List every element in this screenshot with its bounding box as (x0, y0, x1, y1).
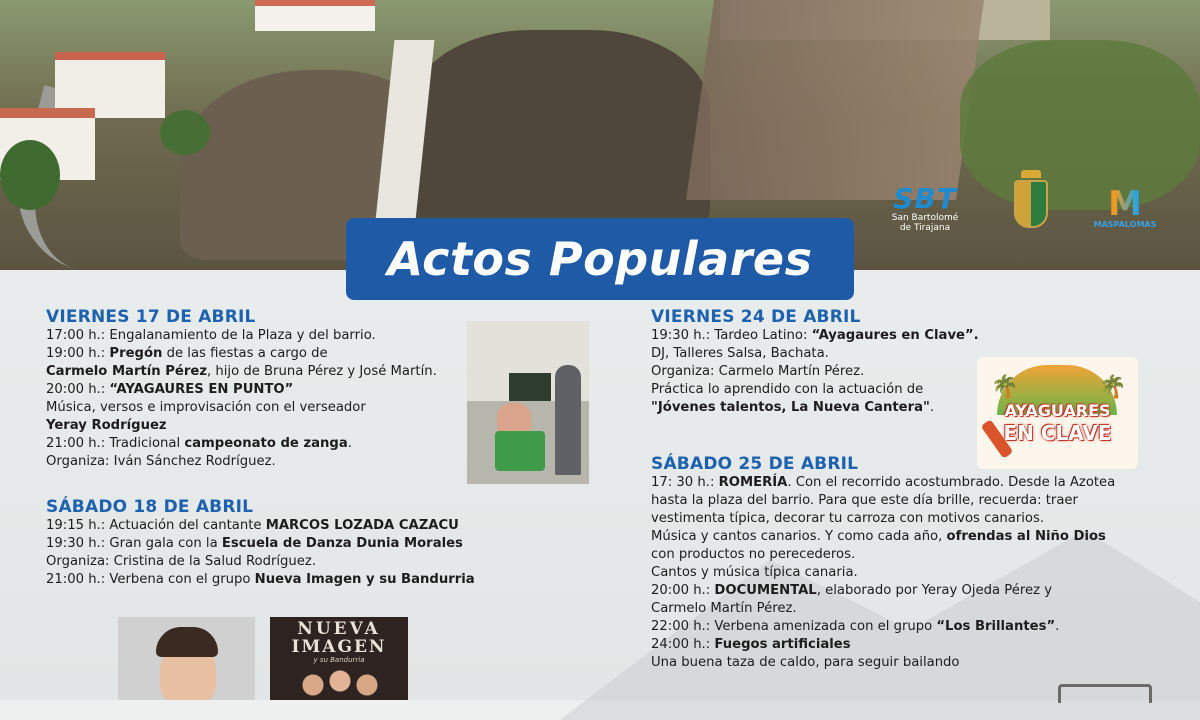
program-line: hasta la plaza del barrio. Para que este día brille, recuerda: traer (651, 493, 1078, 508)
band-name-line3: y su Bandurria (313, 656, 365, 664)
page-title: Actos Populares (387, 232, 813, 286)
day-sabado-25 (651, 454, 1115, 672)
program-line: Organiza: Carmelo Martín Pérez. (651, 364, 865, 379)
day-viernes-24 (651, 307, 979, 417)
program-line (46, 571, 475, 589)
text: Música y cantos canarios. Y como cada año, (651, 529, 947, 544)
day-heading: VIERNES 17 DE ABRIL (46, 307, 256, 327)
program-line (651, 327, 979, 345)
program-line: DJ, Talleres Salsa, Bachata. (651, 346, 829, 361)
clave-logo-line1: AYAGUARES (1004, 401, 1111, 420)
singer-photo (118, 617, 255, 700)
day-heading: VIERNES 24 DE ABRIL (651, 307, 861, 327)
highlight: Fuegos artificiales (714, 637, 851, 652)
time: 19:30 h.: (651, 328, 711, 343)
text: Actuación del cantante (105, 518, 266, 533)
highlight: MARCOS LOZADA CAZACU (265, 518, 459, 533)
text: . Con el recorrido acostumbrado. Desde la Azotea (787, 475, 1116, 490)
highlight: Escuela de Danza Dunia Morales (221, 536, 463, 551)
program-line: Organiza: Cristina de la Salud Rodríguez. (46, 554, 317, 569)
text: de las fiestas a cargo de (162, 346, 328, 361)
text: Gran gala con la (105, 536, 222, 551)
time: 19:15 h.: (46, 518, 106, 533)
program-line: Carmelo Martín Pérez. (651, 601, 797, 616)
title-banner (346, 218, 854, 300)
sbt-logo-sub1: San Bartolomé (891, 213, 959, 223)
text: , elaborado por Yeray Ojeda Pérez y (816, 583, 1053, 598)
highlight: Carmelo Martín Pérez (46, 364, 207, 379)
program-line (46, 535, 475, 553)
program-line: Una buena taza de caldo, para seguir bailando (651, 655, 960, 670)
program-line: Cantos y música típica canaria. (651, 565, 858, 580)
time: 17:00 h.: (46, 328, 106, 343)
band-name-line1: NUEVA (297, 619, 381, 639)
vegetation (960, 40, 1200, 210)
program-line (651, 528, 1115, 546)
tree (160, 110, 210, 155)
time: 17: 30 h.: (651, 475, 715, 490)
cliff-center (410, 30, 710, 230)
program-line (46, 517, 475, 535)
time: 21:00 h.: (46, 572, 106, 587)
crown-icon (1021, 170, 1041, 178)
day-viernes-17 (46, 307, 437, 471)
shield-icon (1014, 180, 1048, 228)
highlight: “Ayagaures en Clave”. (811, 328, 979, 343)
person (555, 365, 581, 475)
photo-frame (1058, 684, 1152, 703)
program-line (46, 327, 437, 345)
time: 20:00 h.: (46, 382, 106, 397)
text: , hijo de Bruna Pérez y José Martín. (207, 364, 437, 379)
coat-of-arms-icon (1014, 170, 1048, 232)
chair (495, 431, 545, 471)
text: Tardeo Latino: (710, 328, 812, 343)
highlight: “AYAGAURES EN PUNTO” (109, 382, 294, 397)
text: Engalanamiento de la Plaza y del barrio. (105, 328, 376, 343)
clave-logo-line2: EN CLAVE (1003, 421, 1112, 445)
program-line: 21:00 h.: Tradicional campeonato de zanga. (46, 436, 352, 451)
blackboard (509, 373, 551, 401)
time: 21:00 h.: (46, 436, 106, 451)
program-line (46, 417, 437, 435)
day-heading: SÁBADO 18 DE ABRIL (46, 497, 254, 517)
highlight: Yeray Rodríguez (46, 418, 167, 433)
dam-wall (686, 0, 984, 200)
sbt-logo (885, 182, 965, 233)
text: Tradicional (105, 436, 185, 451)
time: 20:00 h.: (651, 583, 711, 598)
highlight: ofrendas al Niño Dios (946, 529, 1106, 544)
program-line: vestimenta típica, decorar tu carroza con motivos canarios. (651, 511, 1045, 526)
meeting-photo (467, 321, 589, 484)
maspalomas-logo-mark: M (1092, 188, 1158, 220)
maspalomas-logo-sub: MASPALOMAS (1093, 220, 1157, 229)
program-line (651, 636, 1115, 654)
program-line (651, 474, 1115, 492)
program-line: 22:00 h.: Verbena amenizada con el grupo “Los Brillantes”. (651, 619, 1060, 634)
time: 19:00 h.: (46, 346, 106, 361)
program-line: "Jóvenes talentos, La Nueva Cantera". (651, 400, 935, 415)
program-line (46, 363, 437, 381)
time: 22:00 h.: (651, 619, 711, 634)
day-sabado-18 (46, 497, 475, 589)
program-line (651, 582, 1115, 600)
band-members (295, 669, 385, 700)
program-line: Música, versos e improvisación con el verseador (46, 400, 366, 415)
sbt-logo-sub2: de Tirajana (899, 223, 951, 233)
text: Verbena amenizada con el grupo (710, 619, 937, 634)
highlight: DOCUMENTAL (714, 583, 817, 598)
palm-icon: 🌴 (1099, 375, 1127, 400)
day-heading: SÁBADO 25 DE ABRIL (651, 454, 859, 474)
program-line (46, 381, 437, 399)
program-line: Práctica lo aprendido con la actuación de (651, 382, 924, 397)
program-line: con productos no perecederos. (651, 547, 856, 562)
time: 19:30 h.: (46, 536, 106, 551)
highlight: Nueva Imagen y su Bandurria (254, 572, 475, 587)
highlight: “Los Brillantes” (936, 619, 1056, 634)
hair (156, 627, 218, 657)
highlight: ROMERÍA (718, 475, 788, 490)
sbt-logo-mark: SBT (893, 182, 957, 215)
highlight: "Jóvenes talentos, La Nueva Cantera" (651, 400, 930, 415)
ayagaures-en-clave-logo (977, 357, 1138, 469)
maspalomas-logo (1092, 184, 1158, 229)
band-name-line2: IMAGEN (291, 637, 387, 657)
program-line (46, 345, 437, 363)
tree (0, 140, 60, 210)
time: 24:00 h.: (651, 637, 711, 652)
house (255, 0, 375, 31)
highlight: Pregón (109, 346, 163, 361)
band-photo (270, 617, 408, 700)
palm-icon: 🌴 (991, 375, 1019, 400)
text: Verbena con el grupo (105, 572, 255, 587)
highlight: campeonato de zanga (184, 436, 348, 451)
program-line: Organiza: Iván Sánchez Rodríguez. (46, 454, 276, 469)
